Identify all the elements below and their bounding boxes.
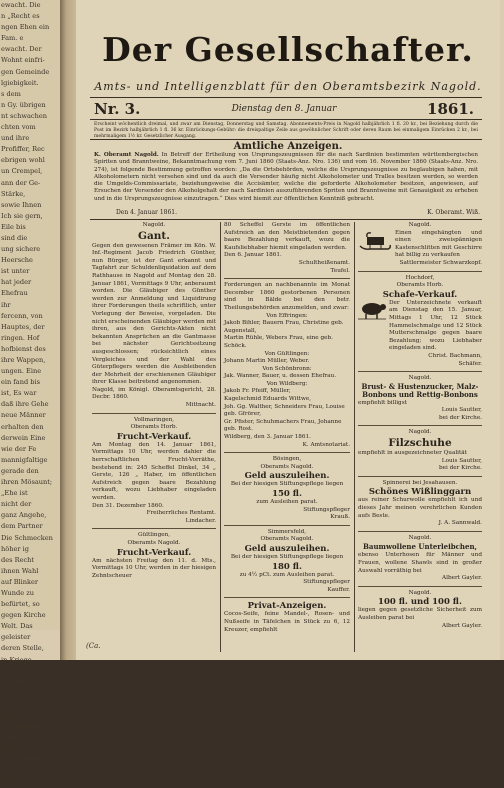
strip-line: s dem bbox=[1, 89, 21, 98]
column-3 bbox=[358, 222, 482, 660]
strip-line: sowie Ihnen bbox=[1, 200, 42, 209]
ad-body: zum Ausleihen parat. bbox=[256, 499, 318, 505]
strip-line: sind die bbox=[1, 233, 28, 242]
ad-date: Nagold, im Königl. Oberamtsgericht, 28. Decbr. 1860. bbox=[92, 386, 216, 401]
masthead-title: Der Gesellschafter. bbox=[102, 30, 474, 69]
strip-line: des Recht bbox=[1, 555, 35, 564]
strip-line: Die Schmecken bbox=[1, 533, 53, 542]
issue-year: 1861. bbox=[427, 100, 474, 118]
ad-separator bbox=[224, 278, 350, 279]
strip-line: und ihre bbox=[1, 134, 30, 143]
ad-signature: J. A. Sannwald. bbox=[438, 520, 482, 527]
ad-place: Nagold. bbox=[408, 222, 432, 228]
ad-separator bbox=[358, 425, 482, 426]
ad-body: Bei der hiesigen Stiftungspflege liegen bbox=[230, 553, 344, 560]
subscription-fineprint: Erscheint wöchentlich dreimal, und zwar am Dienstag, Donnerstag und Samstag. Abonnements-Preis in Nagold halbjährlich 1 fl. 20 kr., bei Beziehung durch die Post im Bezirk halbjährlich 1 fl. 36 kr. Einrückungs-Gebühr: die dreispaltige Zeile aus gewöhnlicher Schrift oder deren Raum bei einmaligem Einrücken 2 kr., bei mehrmaligem 1½ kr. Gesetzlicher Ausgang. bbox=[94, 122, 478, 139]
ad-place: Gültlingen, bbox=[137, 532, 171, 539]
ad-line: Johann Martin Müller, Weber. bbox=[224, 358, 310, 365]
strip-line: dem Partner bbox=[1, 522, 43, 531]
ad-amount: 180 fl. bbox=[272, 561, 302, 572]
strip-line: Wohnt einfri- bbox=[1, 56, 45, 65]
ad-signature: Teufel. bbox=[330, 267, 350, 274]
strip-line: lgiebigkeit. bbox=[1, 78, 39, 87]
strip-line: Heersche bbox=[1, 256, 33, 265]
ad-line: Martin Rühle, Webers Frau, eine geb. Schöck. bbox=[224, 335, 333, 349]
ad-title-gant: Gant. bbox=[138, 229, 170, 242]
fineprint-rule bbox=[90, 139, 482, 140]
strip-line: ann der Ge- bbox=[1, 178, 41, 187]
masthead-subtitle: Amts- und Intelligenzblatt für den Oberamtsbezirk Nagold. bbox=[94, 80, 482, 93]
ad-place: Bösingen, bbox=[272, 456, 302, 463]
strip-line: Amtl. ! bbox=[1, 733, 24, 742]
strip-line: Gyüchheid, bbox=[1, 688, 39, 697]
strip-line: hat jeder bbox=[1, 278, 32, 287]
ad-body: liegen gegen gesetzliche Sicherheit zum Ausleihen parat bei bbox=[358, 607, 482, 621]
ad-signature: K. Amtsnotariat. bbox=[302, 441, 350, 448]
strip-line: Welt. Das bbox=[1, 622, 33, 631]
ad-sheep bbox=[358, 300, 482, 353]
strip-line: ihr bbox=[1, 300, 11, 309]
column-divider-1 bbox=[220, 222, 221, 652]
ad-line: Kagelschmid Eduards Wittwe, bbox=[224, 396, 312, 403]
lead-signature: K. Oberamt. Wiß. bbox=[427, 209, 480, 216]
strip-line: gegen Kirche bbox=[1, 611, 46, 620]
ad-body: 80 Scheffel Gerste im öffentlichen Aufstreich an den Meistbietenden gegen baare Bezahlung verkauft, wozu die Kaufsliebhaber hiemit eingeladen werden. bbox=[224, 222, 350, 251]
strip-line: ung sichere bbox=[1, 245, 41, 254]
ad-signature: Albert Gayler. bbox=[442, 575, 482, 582]
ad-signature: Schultheißenamt. bbox=[298, 259, 350, 266]
strip-line: derwein Eine bbox=[1, 433, 46, 442]
ad-body: Forderungen an nachbenannte im Monat December 1860 gestorbenen Personen sind in Bälde bei den betr. Theilungsbehörden anzumelden, und zwar: bbox=[224, 282, 350, 311]
strip-line: deren Stelle, bbox=[1, 644, 44, 653]
strip-line: wie der Fe bbox=[1, 444, 37, 453]
strip-line: ewacht. Die bbox=[1, 1, 41, 9]
ad-signature: Lindacher. bbox=[185, 517, 216, 524]
strip-line: Hauptes, der bbox=[1, 322, 45, 331]
ad-signature: Krauß. bbox=[330, 514, 350, 521]
strip-line: Steuern der bbox=[1, 699, 41, 708]
ad-signature: Freiherrliches Rentamt. bbox=[146, 510, 216, 517]
ad-body: Der Unterzeichnete verkauft am Dienstag den 15. Januar, Mittags 1 Uhr, 12 Stück Hammelschmalge und 12 Stück Mutterschmalge gegen baare Bezahlung; wozu Liebhaber eingeladen sind. bbox=[389, 299, 482, 352]
strip-line: Gatten bbox=[1, 677, 24, 686]
strip-line: ringen. Hof bbox=[1, 333, 40, 342]
strip-line: n „Recht es bbox=[1, 12, 40, 21]
ad-signature: bei der Kirche. bbox=[439, 414, 482, 421]
ad-body: ebenso Unterhosen für Männer und Frauen, wollene Shawls sind in großer Auswahl vorräthig bei bbox=[358, 552, 482, 574]
strip-line: nicht der bbox=[1, 500, 32, 509]
strip-line: ihre Wappen, bbox=[1, 356, 46, 364]
ad-amount: 150 fl. bbox=[272, 489, 302, 499]
ad-separator bbox=[92, 528, 216, 529]
ad-subplace: Oberamts Nagold. bbox=[260, 463, 314, 470]
ad-subheading: Von Schönbronn: bbox=[262, 365, 312, 372]
ad-subplace: Oberamts Horb. bbox=[130, 424, 178, 431]
ad-place: Nagold. bbox=[142, 222, 166, 228]
strip-line: auf Blinker bbox=[1, 577, 39, 586]
ad-title: Schafe-Verkauf. bbox=[382, 289, 458, 300]
newspaper-page bbox=[76, 0, 500, 660]
strip-line: ein fand bis bbox=[1, 378, 41, 387]
strip-line: in Kriege bbox=[1, 655, 32, 664]
previous-page-strip bbox=[0, 0, 61, 786]
strip-line: denen bbox=[1, 666, 22, 675]
ad-signature: Stiftungspfleger bbox=[303, 506, 350, 513]
ad-title: Schönes Wißlinggarn bbox=[368, 487, 472, 498]
ad-separator bbox=[358, 271, 482, 272]
strip-line: Eile bis bbox=[1, 222, 26, 231]
ad-body: empfiehlt in ausgezeichneter Qualität bbox=[358, 450, 467, 457]
ad-signature: Mittnacht. bbox=[185, 402, 216, 409]
ad-subplace: Oberamts Nagold. bbox=[260, 536, 314, 543]
ad-body: aus reiner Schurwolle empfiehlt ich und dieses Jahr meinen verehrlichen Kunden aufs Beste. bbox=[358, 497, 482, 519]
ad-date: Wildberg, den 3. Januar 1861. bbox=[224, 434, 311, 441]
ad-place: Spinnerei bei Jesahausen. bbox=[382, 479, 458, 486]
ad-signature: bei der Kirche. bbox=[439, 465, 482, 472]
strip-line: erhalten den bbox=[1, 422, 44, 431]
strip-line: chten vom bbox=[1, 123, 36, 132]
ad-separator bbox=[224, 597, 350, 598]
strip-line: Paßter, manche bbox=[1, 744, 53, 753]
lead-body: In Betreff der Ertheilung von Ursprungszeugnissen für die nach Sardinien bestimmten württembergischen Spiriten und Branntweine, Bekanntmachung vom 7. Juni 1860 (Staats-Anz. Nro. 136) und vom 16. November 1860 (Staats-Anz. Nro. 274), ist folgende Bestimmung getroffen worden: „Da die Ortsbehörden, welche die Ursprungszeugnisse zu beglaubigen haben, mit Alkoholometern nicht versehen sind und da auch die Versender häufig nicht Alkoholometer und Tralles besitzen werden, so werden die Umgelds-Commissariate, beziehungsweise die Accisämter, welche die geforderte Alkoholometer besitzen, angewiesen, auf Ersuchen der Versender den Alkoholgehalt der nach Sardinien auszuführenden Spriten und Branntweine mit Genauigkeit zu erheben und in die Ursprungszeugnisse einzutragen.“ Dies wird hiemit zur öffentlichen Kenntniß gebracht. bbox=[94, 152, 478, 202]
ad-place: Nagold. bbox=[408, 534, 432, 541]
strip-line: ihren Mösaunt; bbox=[1, 478, 53, 487]
strip-line: nt schwachen bbox=[1, 111, 47, 120]
strip-line: Weib bbox=[1, 777, 18, 786]
ad-title: Baumwollene Unterleibchen, bbox=[363, 542, 477, 552]
ad-subheading: Von Effringen: bbox=[266, 312, 308, 319]
strip-line: Wunde zu bbox=[1, 588, 34, 597]
strip-line: Fam. e bbox=[1, 34, 24, 43]
ad-title: Frucht-Verkauf. bbox=[116, 431, 192, 442]
ad-line: Jakob Fr. Pfeiff, Müller, bbox=[224, 388, 291, 395]
ad-body: Am nächsten Freitag den 11. d. Mts., Vormittags 10 Uhr, werden in der hiesigen Zehntscheuer bbox=[92, 557, 216, 579]
ad-separator bbox=[224, 452, 350, 453]
ad-line: Jak. Wanner, Bauer, u. dessen Ehefrau. bbox=[224, 373, 337, 380]
strip-line: n Gy. übrigen bbox=[1, 100, 46, 109]
strip-line: ganz Angehe, bbox=[1, 511, 47, 520]
masthead-rule-bottom bbox=[90, 119, 482, 120]
ad-body: Am Montag den 14. Januar 1861, Vormittags 10 Uhr, werden dahier die herrschaftlichen Frucht-Vorräthe, bestehend in: 245 Scheffel Dinkel, 34 „ Gerste, 126 „ Haber, im öffentlichen Aufstreich gegen baare Bezahlung verkauft, wozu Liebhaber eingeladen werden. bbox=[92, 441, 216, 501]
ad-amount: 100 fl. und 100 fl. bbox=[378, 597, 462, 608]
ad-line: Jakob Bihler, Bauern Frau, Christine geb. Augenstall, bbox=[224, 320, 344, 334]
ad-place: Simmersfeld, bbox=[267, 528, 307, 535]
ad-date: Den 31. Dezember 1860. bbox=[92, 502, 164, 509]
lead-date: Den 4. Januar 1861. bbox=[116, 209, 178, 216]
ad-sled bbox=[358, 230, 482, 260]
strip-line: gen Gemeinde bbox=[1, 67, 50, 76]
strip-line: höher ig bbox=[1, 544, 29, 553]
lead-heading: K. Oberamt Nagold. bbox=[94, 152, 159, 158]
ad-title: Geld auszuleihen. bbox=[244, 543, 330, 554]
strip-line: „Ehe ist bbox=[1, 489, 28, 498]
strip-line: ewacht. Der bbox=[1, 45, 42, 54]
ad-title: Geld auszuleihen. bbox=[244, 471, 330, 482]
ad-title: Brust- & Hustenzucker, Malz-Bonbons und Rettig-Bonbons bbox=[361, 381, 479, 400]
sheep-icon bbox=[358, 300, 386, 320]
ad-body: zu 4½ pCt. zum Ausleihen parat. bbox=[239, 571, 335, 578]
ad-place: Nagold. bbox=[408, 429, 432, 436]
ad-separator bbox=[358, 531, 482, 532]
strip-line: geleister bbox=[1, 633, 31, 642]
ad-body: Gegen den gewesenen Främer im Kön. W. Inf.-Regiment Jacob Friedrich Günther, nun Bürger, ist der Gant erkannt und Tagfahrt zur Schuldenliquidation auf dem Rathhause in Nagold auf Montag den 28. Januar 1861, Vormittags 9 Uhr, anberaumt worden. Die Gläubiger des Günther werden zur Anmeldung und Liquidirung ihrer Forderungen theils schriftlich, unter Vorlegung der Beweise, vorgeladen. Die nicht erscheinenden Gläubiger werden mit ihren, aus den Gerichts-Akten nicht bekannten Ansprüchen an die Gantmasse bei nächster Gerichtssitzung ausgeschlossen; rücksichtlich eines Vergleiches und der Wahl des Güterpflegers werden die Ausbleibenden der Mehrheit der erschienenen Gläubiger ihrer Klasse beitretend angenommen. bbox=[92, 242, 216, 386]
ad-date: Den 6. Januar 1861. bbox=[224, 252, 282, 259]
ad-separator bbox=[92, 413, 216, 414]
margin-note: (Ca. bbox=[86, 642, 101, 650]
masthead-rule-top bbox=[90, 97, 482, 98]
ad-signature: Kauffer. bbox=[327, 586, 350, 593]
strip-line: daß ihre Gehe bbox=[1, 400, 49, 409]
ad-body: Bei der hiesigen Stiftungspflege liegen bbox=[230, 481, 344, 488]
strip-line: un Crempel, bbox=[1, 167, 43, 176]
sled-icon bbox=[358, 230, 392, 252]
strip-line: ungen. Eine bbox=[1, 367, 42, 376]
lead-rule bbox=[90, 219, 482, 220]
ad-title: Frucht-Verkauf. bbox=[116, 547, 192, 558]
strip-line: hofbienst des bbox=[1, 344, 46, 353]
strip-line: Profiffer, Rec bbox=[1, 145, 45, 154]
ad-subplace: Oberamts Nagold. bbox=[127, 539, 181, 546]
strip-line: der bbox=[1, 766, 13, 775]
ad-signature: Christ. Bachmann, bbox=[428, 352, 482, 359]
issue-date: Dienstag den 8. Januar bbox=[231, 104, 337, 114]
strip-line: Ort berühme bbox=[1, 755, 45, 764]
strip-line: ihnen Wahl bbox=[1, 566, 39, 575]
ad-body: Cocos-Seife, feine Mandel-, Rosen- und Nußseife in Täfelchen in Stück zu 6, 12 Kreuzer, empfiehlt bbox=[224, 611, 350, 633]
strip-line: fercenn, von bbox=[1, 311, 43, 320]
ad-body: Einen eingehängten und einen zweispännigen Kastenschlitten mit Geschirre hat billig zu verkaufen bbox=[395, 229, 482, 259]
ad-body: empfiehlt billigst bbox=[358, 399, 407, 406]
strip-line: ist, Es war bbox=[1, 389, 37, 398]
strip-line: befürtet, so bbox=[1, 600, 40, 609]
ad-separator bbox=[224, 525, 350, 526]
lead-notice bbox=[94, 152, 478, 203]
ad-signature: Louis Sautter, bbox=[441, 457, 482, 464]
strip-line: zu Kommene bbox=[1, 722, 45, 731]
strip-line: Ich sie gern, bbox=[1, 211, 43, 220]
ad-separator bbox=[358, 371, 482, 372]
ad-place: Nagold. bbox=[408, 589, 432, 596]
column-divider-2 bbox=[354, 222, 355, 652]
ad-separator bbox=[358, 476, 482, 477]
strip-line: neue Männer bbox=[1, 411, 46, 420]
section-title-official: Amtliche Anzeigen. bbox=[233, 141, 343, 152]
strip-line: ist unter bbox=[1, 267, 30, 276]
ad-subplace: Oberamts Horb. bbox=[396, 282, 444, 289]
ad-signature: Sattlermeister Schwarzkopf. bbox=[399, 259, 482, 266]
strip-line: gerade den bbox=[1, 466, 39, 475]
ad-signature: Schäfer. bbox=[458, 360, 482, 367]
ad-subheading: Von Wildberg: bbox=[266, 380, 308, 387]
issue-number: Nr. 3. bbox=[94, 100, 141, 118]
ad-place: Nagold. bbox=[408, 375, 432, 382]
ad-signature: Stiftungspfleger bbox=[303, 579, 350, 586]
issue-bar bbox=[94, 100, 474, 118]
ad-place: Hochdorf, bbox=[405, 274, 435, 281]
strip-line: Stärke, bbox=[1, 189, 26, 198]
strip-line: ngen Ehen ein bbox=[1, 23, 50, 32]
ad-separator bbox=[358, 586, 482, 587]
ad-title: Filzschuhe bbox=[388, 437, 452, 450]
ad-line: Gr. Pfister, Schuhmachers Frau, Johanne geb. Rost. bbox=[224, 418, 342, 433]
ad-place: Vollmaringen, bbox=[133, 416, 175, 423]
ad-line: Joh. Gg. Walther, Schneiders Frau, Louise geb. Gfrörer, bbox=[224, 403, 345, 418]
strip-line: Ehefrau bbox=[1, 289, 28, 298]
ad-signature: Albert Gayler. bbox=[442, 622, 482, 629]
ad-subheading: Von Gültlingen: bbox=[264, 350, 310, 357]
column-1 bbox=[92, 222, 216, 660]
ad-signature: Louis Sautter, bbox=[441, 407, 482, 414]
strip-line: ebrigen wohl bbox=[1, 156, 45, 165]
section-title-private: Privat-Anzeigen. bbox=[247, 601, 327, 612]
strip-line: mannigfaltige bbox=[1, 455, 48, 464]
strip-line: ihnen. bbox=[1, 711, 22, 719]
column-2 bbox=[224, 222, 350, 660]
book-gutter bbox=[60, 0, 76, 660]
